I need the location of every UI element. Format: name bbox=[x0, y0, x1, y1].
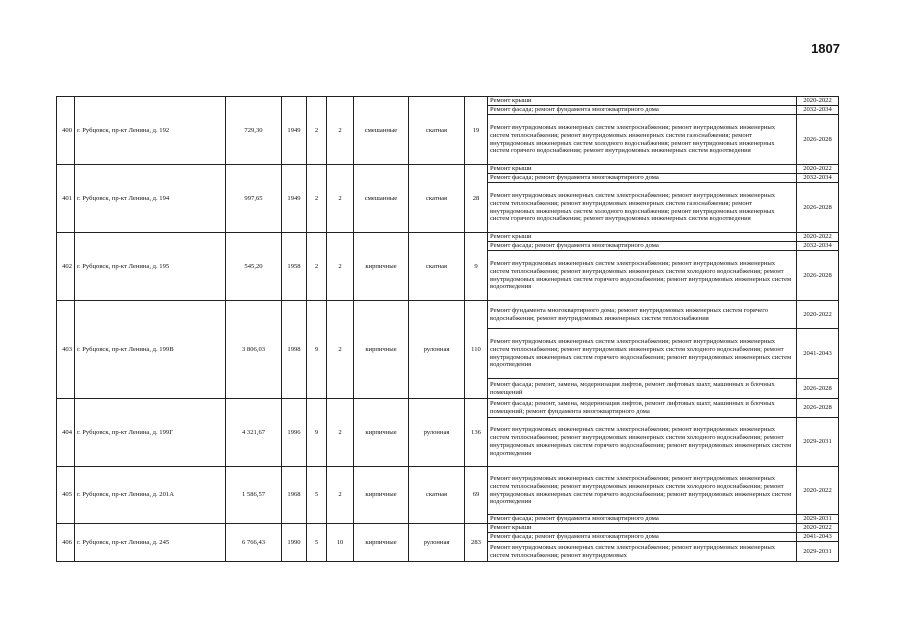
table-row bbox=[57, 165, 839, 174]
work-period-cell: 2041-2043 bbox=[797, 329, 839, 379]
table-row bbox=[57, 524, 839, 533]
work-description-cell: Ремонт внутридомовых инженерных систем электроснабжения; ремонт внутридомовых инженерных систем теплоснабжения; ремонт внутридомовых инженерных систем газоснабжения; ремонт внутридомовых инженерных систем холодного водоснабжения; ремонт внутридомовых инженерных систем горячего водоснабжения; ремонт внутридомовых инженерных систем водоотведения bbox=[488, 183, 797, 233]
house-number-cell: 403 bbox=[57, 301, 75, 399]
page-number: 1807 bbox=[811, 41, 840, 56]
entrances-cell: 2 bbox=[327, 467, 354, 524]
work-description-cell: Ремонт внутридомовых инженерных систем электроснабжения; ремонт внутридомовых инженерных систем теплоснабжения; ремонт внутридомовых инженерных систем холодного водоснабжения; ремонт внутридомовых инженерных систем горячего водоснабжения; ремонт внутридомовых инженерных систем водоотведения bbox=[488, 251, 797, 301]
work-period-cell: 2026-2028 bbox=[797, 183, 839, 233]
house-number-cell: 406 bbox=[57, 524, 75, 562]
roof-cell: рулонная bbox=[409, 399, 465, 467]
work-period-cell: 2029-2031 bbox=[797, 418, 839, 467]
entrances-cell: 2 bbox=[327, 233, 354, 301]
work-period-cell: 2026-2028 bbox=[797, 379, 839, 399]
address-cell: г. Рубцовск, пр-кт Ленина, д. 245 bbox=[75, 524, 226, 562]
floors-cell: 2 bbox=[307, 233, 327, 301]
work-description-cell: Ремонт фасада; ремонт фундамента многоквартирного дома bbox=[488, 106, 797, 115]
year-cell: 1996 bbox=[282, 399, 307, 467]
entrances-cell: 10 bbox=[327, 524, 354, 562]
work-description-cell: Ремонт внутридомовых инженерных систем электроснабжения; ремонт внутридомовых инженерных систем теплоснабжения; ремонт внутридомовых инженерных систем холодного водоснабжения; ремонт внутридомовых инженерных систем горячего водоснабжения; ремонт внутридомовых инженерных систем водоотведения bbox=[488, 467, 797, 515]
area-cell: 3 806,03 bbox=[226, 301, 282, 399]
year-cell: 1990 bbox=[282, 524, 307, 562]
house-number-cell: 402 bbox=[57, 233, 75, 301]
roof-cell: скатная bbox=[409, 165, 465, 233]
year-cell: 1958 bbox=[282, 233, 307, 301]
floors-cell: 5 bbox=[307, 524, 327, 562]
walls-cell: смешанные bbox=[354, 165, 409, 233]
entrances-cell: 2 bbox=[327, 301, 354, 399]
area-cell: 6 766,43 bbox=[226, 524, 282, 562]
work-description-cell: Ремонт крыши bbox=[488, 233, 797, 242]
area-cell: 1 586,57 bbox=[226, 467, 282, 524]
residents-cell: 283 bbox=[465, 524, 488, 562]
work-period-cell: 2026-2028 bbox=[797, 115, 839, 165]
work-description-cell: Ремонт крыши bbox=[488, 524, 797, 533]
residents-cell: 136 bbox=[465, 399, 488, 467]
area-cell: 545,20 bbox=[226, 233, 282, 301]
table-row bbox=[57, 301, 839, 329]
floors-cell: 9 bbox=[307, 399, 327, 467]
work-period-cell: 2020-2022 bbox=[797, 467, 839, 515]
year-cell: 1949 bbox=[282, 165, 307, 233]
address-cell: г. Рубцовск, пр-кт Ленина, д. 195 bbox=[75, 233, 226, 301]
work-period-cell: 2032-2034 bbox=[797, 106, 839, 115]
residents-cell: 69 bbox=[465, 467, 488, 524]
address-cell: г. Рубцовск, пр-кт Ленина, д. 192 bbox=[75, 97, 226, 165]
roof-cell: скатная bbox=[409, 97, 465, 165]
roof-cell: рулонная bbox=[409, 301, 465, 399]
work-description-cell: Ремонт фасада; ремонт фундамента многоквартирного дома bbox=[488, 533, 797, 542]
entrances-cell: 2 bbox=[327, 165, 354, 233]
work-period-cell: 2020-2022 bbox=[797, 301, 839, 329]
work-description-cell: Ремонт фасада; ремонт фундамента многоквартирного дома bbox=[488, 515, 797, 524]
work-period-cell: 2032-2034 bbox=[797, 174, 839, 183]
residents-cell: 110 bbox=[465, 301, 488, 399]
work-description-cell: Ремонт фундамента многоквартирного дома; ремонт внутридомовых инженерных систем горячего водоснабжения; ремонт внутридомовых инженерных систем теплоснабжения bbox=[488, 301, 797, 329]
work-description-cell: Ремонт внутридомовых инженерных систем электроснабжения; ремонт внутридомовых инженерных систем теплоснабжения; ремонт внутридомовых bbox=[488, 542, 797, 562]
work-period-cell: 2026-2028 bbox=[797, 399, 839, 418]
work-period-cell: 2020-2022 bbox=[797, 165, 839, 174]
floors-cell: 9 bbox=[307, 301, 327, 399]
house-number-cell: 400 bbox=[57, 97, 75, 165]
work-description-cell: Ремонт фасада; ремонт, замена, модернизация лифтов, ремонт лифтовых шахт, машинных и блочных помещений bbox=[488, 379, 797, 399]
walls-cell: кирпичные bbox=[354, 524, 409, 562]
table-row bbox=[57, 97, 839, 106]
table-row bbox=[57, 467, 839, 515]
work-period-cell: 2020-2022 bbox=[797, 524, 839, 533]
work-period-cell: 2020-2022 bbox=[797, 233, 839, 242]
work-description-cell: Ремонт фасада; ремонт, замена, модернизация лифтов, ремонт лифтовых шахт, машинных и блочных помещений; ремонт фундамента многоквартирного дома bbox=[488, 399, 797, 418]
roof-cell: скатная bbox=[409, 467, 465, 524]
floors-cell: 2 bbox=[307, 165, 327, 233]
floors-cell: 2 bbox=[307, 97, 327, 165]
house-number-cell: 401 bbox=[57, 165, 75, 233]
entrances-cell: 2 bbox=[327, 97, 354, 165]
table-row bbox=[57, 399, 839, 418]
walls-cell: кирпичные bbox=[354, 399, 409, 467]
work-description-cell: Ремонт внутридомовых инженерных систем электроснабжения; ремонт внутридомовых инженерных систем теплоснабжения; ремонт внутридомовых инженерных систем холодного водоснабжения; ремонт внутридомовых инженерных систем горячего водоснабжения; ремонт внутридомовых инженерных систем водоотведения bbox=[488, 418, 797, 467]
work-period-cell: 2020-2022 bbox=[797, 97, 839, 106]
address-cell: г. Рубцовск, пр-кт Ленина, д. 199Г bbox=[75, 399, 226, 467]
year-cell: 1998 bbox=[282, 301, 307, 399]
work-description-cell: Ремонт фасада; ремонт фундамента многоквартирного дома bbox=[488, 174, 797, 183]
work-description-cell: Ремонт крыши bbox=[488, 165, 797, 174]
table-body bbox=[57, 97, 839, 562]
work-period-cell: 2032-2034 bbox=[797, 242, 839, 251]
residents-cell: 28 bbox=[465, 165, 488, 233]
roof-cell: скатная bbox=[409, 233, 465, 301]
area-cell: 4 321,67 bbox=[226, 399, 282, 467]
floors-cell: 5 bbox=[307, 467, 327, 524]
walls-cell: кирпичные bbox=[354, 233, 409, 301]
year-cell: 1968 bbox=[282, 467, 307, 524]
house-number-cell: 404 bbox=[57, 399, 75, 467]
entrances-cell: 2 bbox=[327, 399, 354, 467]
address-cell: г. Рубцовск, пр-кт Ленина, д. 199В bbox=[75, 301, 226, 399]
residents-cell: 9 bbox=[465, 233, 488, 301]
work-description-cell: Ремонт внутридомовых инженерных систем электроснабжения; ремонт внутридомовых инженерных систем теплоснабжения; ремонт внутридомовых инженерных систем холодного водоснабжения; ремонт внутридомовых инженерных систем горячего водоснабжения; ремонт внутридомовых инженерных систем водоотведения bbox=[488, 329, 797, 379]
roof-cell: рулонная bbox=[409, 524, 465, 562]
work-period-cell: 2026-2028 bbox=[797, 251, 839, 301]
work-description-cell: Ремонт внутридомовых инженерных систем электроснабжения; ремонт внутридомовых инженерных систем теплоснабжения; ремонт внутридомовых инженерных систем газоснабжения; ремонт внутридомовых инженерных систем холодного водоснабжения; ремонт внутридомовых инженерных систем горячего водоснабжения; ремонт внутридомовых инженерных систем водоотведения bbox=[488, 115, 797, 165]
year-cell: 1949 bbox=[282, 97, 307, 165]
work-period-cell: 2029-2031 bbox=[797, 515, 839, 524]
capital-repair-table bbox=[56, 96, 839, 562]
walls-cell: кирпичные bbox=[354, 301, 409, 399]
walls-cell: смешанные bbox=[354, 97, 409, 165]
address-cell: г. Рубцовск, пр-кт Ленина, д. 201А bbox=[75, 467, 226, 524]
work-description-cell: Ремонт фасада; ремонт фундамента многоквартирного дома bbox=[488, 242, 797, 251]
residents-cell: 19 bbox=[465, 97, 488, 165]
house-number-cell: 405 bbox=[57, 467, 75, 524]
table-row bbox=[57, 233, 839, 242]
work-period-cell: 2041-2043 bbox=[797, 533, 839, 542]
address-cell: г. Рубцовск, пр-кт Ленина, д. 194 bbox=[75, 165, 226, 233]
walls-cell: кирпичные bbox=[354, 467, 409, 524]
work-period-cell: 2029-2031 bbox=[797, 542, 839, 562]
area-cell: 729,30 bbox=[226, 97, 282, 165]
area-cell: 997,65 bbox=[226, 165, 282, 233]
work-description-cell: Ремонт крыши bbox=[488, 97, 797, 106]
